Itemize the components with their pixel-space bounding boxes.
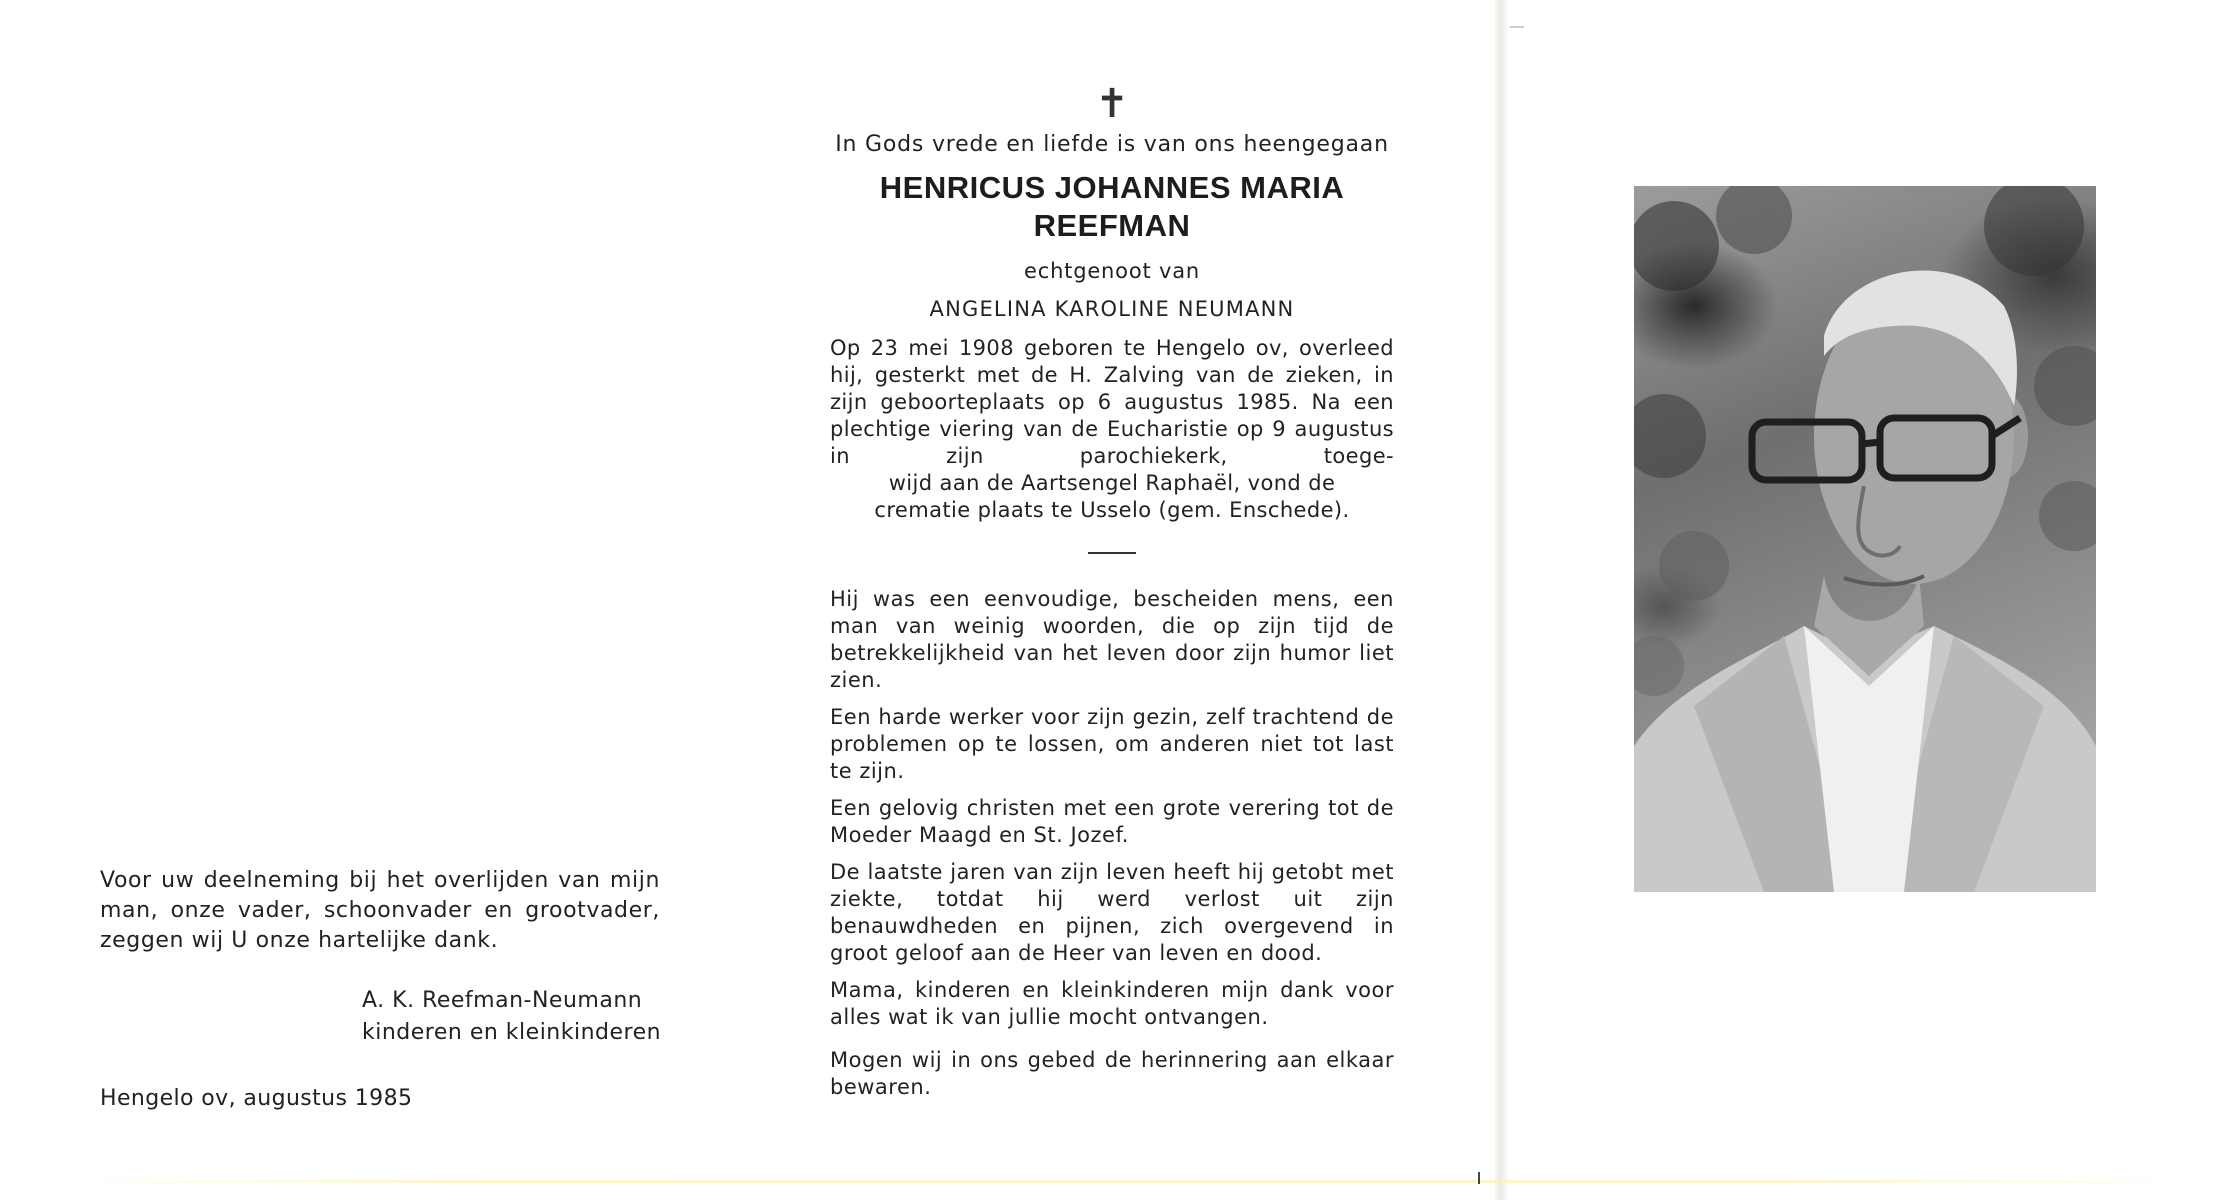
portrait-illustration [1634, 186, 2096, 892]
memorial-paragraph: Een harde werker voor zijn gezin, zelf trachtend de problemen op te lossen, om anderen niet tot last te zijn. [830, 705, 1394, 783]
memorial-paragraph: De laatste jaren van zijn leven heeft hij getobt met ziekte, totdat hij werd verlost uit zijn benauwdheden en pijnen, zich overgevend in groot geloof aan de Heer van leven en dood. [830, 860, 1394, 965]
spouse-name: ANGELINA KAROLINE NEUMANN [929, 297, 1295, 321]
divider-rule [1088, 552, 1136, 554]
paper-speck [1478, 1172, 1480, 1184]
biography-line-centered-1: wijd aan de Aartsengel Raphaël, vond de [888, 471, 1336, 495]
deceased-name-line2: REEFMAN [1033, 208, 1191, 243]
biography-text: Op 23 mei 1908 geboren te Hengelo ov, overleed hij, gesterkt met de H. Zalving van de zieken, in zijn geboorteplaats op 6 augustus 1985. Na een plechtige viering van de Eucharistie op 9 augustus in zijn parochiekerk, toege- [830, 336, 1394, 468]
deceased-name [830, 169, 1394, 245]
intro-line: In Gods vrede en liefde is van ons heengegaan [835, 132, 1389, 157]
signature-name: A. K. Reefman-Neumann [362, 988, 643, 1013]
card-bottom-edge [60, 1180, 2199, 1183]
signature [362, 985, 682, 1049]
biography [830, 335, 1394, 524]
cross-icon: ✝ [1095, 81, 1129, 127]
paper-speck [1510, 26, 1524, 28]
obituary-column [830, 80, 1394, 1111]
portrait-photo [1634, 186, 2096, 892]
card-fold [1495, 0, 1509, 1200]
memorial-paragraph: Een gelovig christen met een grote verering tot de Moeder Maagd en St. Jozef. [830, 796, 1394, 847]
thanks-text: Voor uw deelneming bij het overlijden van mijn man, onze vader, schoonvader en grootvader, zeggen wij U onze hartelijke dank. [100, 868, 660, 953]
deceased-name-line1: HENRICUS JOHANNES MARIA [879, 170, 1345, 205]
spouse-intro: echtgenoot van [1024, 259, 1200, 283]
biography-line-centered-2: crematie plaats te Usselo (gem. Enschede). [874, 498, 1350, 522]
memorial-paragraph: Hij was een eenvoudige, bescheiden mens, een man van weinig woorden, die op zijn tijd de betrekkelijkheid van het leven door zijn humor liet zien. [830, 587, 1394, 692]
memorial-paragraph: Mogen wij in ons gebed de herinnering aan elkaar bewaren. [830, 1048, 1394, 1099]
memorial-paragraph: Mama, kinderen en kleinkinderen mijn dank voor alles wat ik van jullie mocht ontvangen. [830, 978, 1394, 1029]
place-date: Hengelo ov, augustus 1985 [100, 1086, 413, 1111]
signature-family: kinderen en kleinkinderen [362, 1020, 662, 1045]
